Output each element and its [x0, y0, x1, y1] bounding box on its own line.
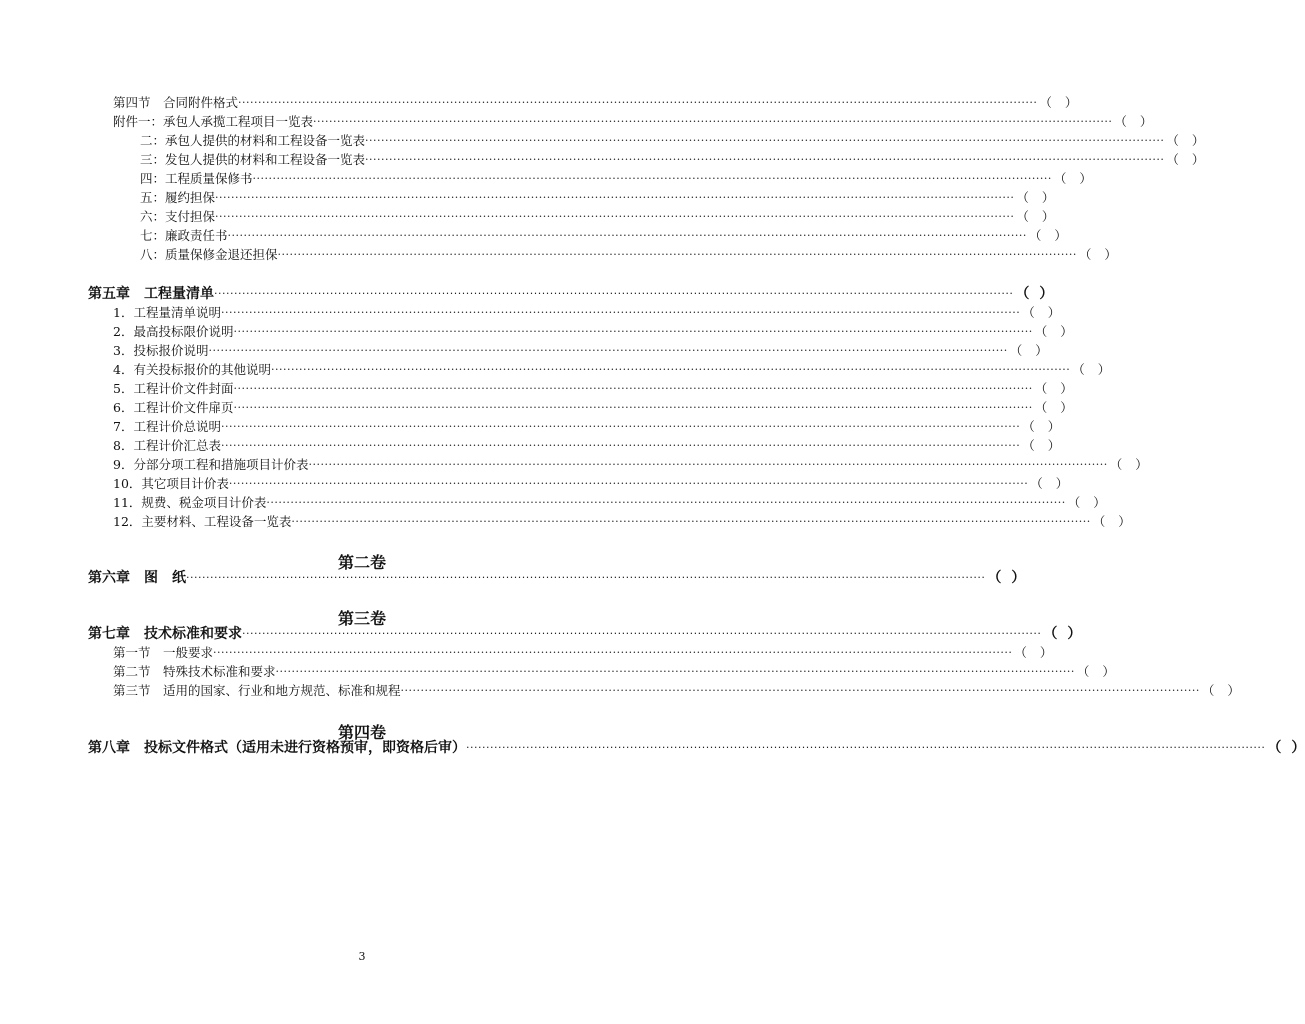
- leader-dots: ········································································································································································································: [186, 571, 986, 584]
- toc-entry-label: 9．分部分项工程和措施项目计价表: [113, 457, 309, 472]
- leader-dots: ········································································································································································································: [238, 96, 1038, 109]
- toc-entry-label: 5．工程计价文件封面: [113, 381, 234, 396]
- toc-entry-label: 2．最高投标限价说明: [113, 324, 234, 339]
- page-ref: （ ）: [1028, 228, 1067, 243]
- toc-entry-annex-1: [113, 113, 1153, 131]
- page-ref: （ ）: [1267, 740, 1305, 756]
- page-ref: （ ）: [1053, 171, 1092, 186]
- leader-dots: ········································································································································································································: [220, 306, 1021, 319]
- toc-entry-annex-2: [140, 132, 1205, 150]
- page-ref: （ ）: [1072, 362, 1111, 377]
- page-ref: （ ）: [1034, 324, 1073, 339]
- volume-heading-2: 第二卷: [337, 553, 386, 572]
- page-ref: （ ）: [1067, 495, 1106, 510]
- toc-entry-5-5: [113, 380, 1073, 398]
- toc-entry-label: 7．工程计价总说明: [113, 419, 221, 434]
- leader-dots: ········································································································································································································: [275, 665, 1075, 678]
- toc-entry-label: 4．有关投标报价的其他说明: [113, 362, 271, 377]
- toc-entry-annex-7: [140, 227, 1067, 245]
- leader-dots: ········································································································································································································: [227, 229, 1027, 242]
- toc-entry-5-2: [113, 323, 1073, 341]
- page-ref: （ ）: [1030, 476, 1069, 491]
- leader-dots: ········································································································································································································: [365, 153, 1165, 166]
- toc-entry-5-3: [113, 342, 1048, 360]
- leader-dots: ········································································································································································································: [233, 325, 1033, 338]
- page-ref: （ ）: [1166, 152, 1205, 167]
- toc-entry-label: 二：承包人提供的材料和工程设备一览表: [140, 133, 366, 148]
- leader-dots: ········································································································································································································: [233, 401, 1033, 414]
- page-ref: （ ）: [1022, 438, 1061, 453]
- page-ref: （ ）: [1034, 400, 1073, 415]
- page-ref: （ ）: [1076, 664, 1115, 679]
- leader-dots: ········································································································································································································: [220, 420, 1021, 433]
- volume-heading-4: 第四卷: [337, 723, 386, 742]
- leader-dots: ········································································································································································································: [233, 382, 1033, 395]
- toc-entry-annex-8: [140, 246, 1117, 264]
- page-ref: （ ）: [1022, 305, 1061, 320]
- toc-entry-label: 八：质量保修金退还担保: [140, 247, 278, 262]
- page-ref: （ ）: [1092, 514, 1131, 529]
- leader-dots: ········································································································································································································: [215, 191, 1015, 204]
- toc-entry-label: 三：发包人提供的材料和工程设备一览表: [140, 152, 366, 167]
- page-number: 3: [358, 950, 366, 963]
- leader-dots: ········································································································································································································: [208, 344, 1008, 357]
- toc-chapter-5: [88, 285, 1054, 303]
- toc-chapter-label: 第六章 图 纸: [88, 570, 186, 586]
- toc-entry-label: 第三节 适用的国家、行业和地方规范、标准和规程: [113, 683, 401, 698]
- page-ref: （ ）: [1016, 190, 1055, 205]
- volume-heading-3: 第三卷: [337, 609, 386, 628]
- toc-entry-label: 五：履约担保: [140, 190, 216, 205]
- page-ref: （ ）: [1114, 114, 1153, 129]
- toc-entry-label: 8．工程计价汇总表: [113, 438, 221, 453]
- toc-chapter-8: [88, 739, 1305, 757]
- toc-chapter-6: [88, 569, 1026, 587]
- toc-chapter-label: 第七章 技术标准和要求: [88, 626, 242, 642]
- leader-dots: ········································································································································································································: [308, 458, 1108, 471]
- toc-entry-5-7: [113, 418, 1061, 436]
- toc-chapter-label: 第五章 工程量清单: [88, 286, 214, 302]
- leader-dots: ········································································································································································································: [213, 646, 1013, 659]
- leader-dots: ········································································································································································································: [266, 496, 1066, 509]
- page-ref: （ ）: [1109, 457, 1148, 472]
- page-ref: （ ）: [1014, 645, 1053, 660]
- page-ref: （ ）: [1039, 95, 1078, 110]
- leader-dots: ········································································································································································································: [270, 363, 1071, 376]
- toc-entry-5-9: [113, 456, 1148, 474]
- page-ref: （ ）: [1034, 381, 1073, 396]
- toc-entry-5-4: [113, 361, 1111, 379]
- toc-entry-5-1: [113, 304, 1061, 322]
- toc-entry-label: 第四节 合同附件格式: [113, 95, 239, 110]
- page-ref: （ ）: [1043, 626, 1082, 642]
- leader-dots: ········································································································································································································: [313, 115, 1113, 128]
- leader-dots: ········································································································································································································: [466, 741, 1266, 754]
- toc-chapter-7: [88, 625, 1082, 643]
- page-ref: （ ）: [1015, 286, 1054, 302]
- toc-entry-label: 3．投标报价说明: [113, 343, 209, 358]
- toc-entry-5-11: [113, 494, 1106, 512]
- toc-entry-label: 10．其它项目计价表: [113, 476, 229, 491]
- toc-entry-7-2: [113, 663, 1115, 681]
- page-ref: （ ）: [1201, 683, 1240, 698]
- toc-entry-label: 七：廉政责任书: [140, 228, 228, 243]
- page-ref: （ ）: [987, 570, 1026, 586]
- leader-dots: ········································································································································································································: [215, 210, 1015, 223]
- toc-entry-label: 6．工程计价文件扉页: [113, 400, 234, 415]
- leader-dots: ········································································································································································································: [365, 134, 1165, 147]
- toc-entry-annex-4: [140, 170, 1092, 188]
- page-ref: （ ）: [1016, 209, 1055, 224]
- toc-entry-7-1: [113, 644, 1053, 662]
- toc-entry-5-6: [113, 399, 1073, 417]
- toc-entry-5-10: [113, 475, 1069, 493]
- leader-dots: ········································································································································································································: [228, 477, 1029, 490]
- leader-dots: ········································································································································································································: [277, 248, 1077, 261]
- toc-entry-7-3: [113, 682, 1240, 700]
- toc-entry-5-8: [113, 437, 1061, 455]
- leader-dots: ········································································································································································································: [220, 439, 1021, 452]
- page-ref: （ ）: [1022, 419, 1061, 434]
- toc-entry-label: 第一节 一般要求: [113, 645, 214, 660]
- leader-dots: ········································································································································································································: [214, 287, 1014, 300]
- leader-dots: ········································································································································································································: [400, 684, 1200, 697]
- toc-entry-5-12: [113, 513, 1131, 531]
- toc-entry-label: 六：支付担保: [140, 209, 216, 224]
- page-ref: （ ）: [1166, 133, 1205, 148]
- toc-entry-label: 12．主要材料、工程设备一览表: [113, 514, 292, 529]
- toc-entry-label: 四：工程质量保修书: [140, 171, 253, 186]
- toc-entry-section-4: [113, 94, 1078, 112]
- leader-dots: ········································································································································································································: [242, 627, 1042, 640]
- toc-entry-annex-5: [140, 189, 1055, 207]
- leader-dots: ········································································································································································································: [291, 515, 1091, 528]
- leader-dots: ········································································································································································································: [252, 172, 1052, 185]
- page-ref: （ ）: [1078, 247, 1117, 262]
- toc-entry-annex-3: [140, 151, 1205, 169]
- toc-entry-label: 11．规费、税金项目计价表: [113, 495, 267, 510]
- page-ref: （ ）: [1009, 343, 1048, 358]
- toc-entry-label: 第二节 特殊技术标准和要求: [113, 664, 276, 679]
- toc-entry-annex-6: [140, 208, 1055, 226]
- toc-entry-label: 1．工程量清单说明: [113, 305, 221, 320]
- toc-chapter-label: 第八章 投标文件格式（适用未进行资格预审，即资格后审）: [88, 740, 466, 756]
- toc-entry-label: 附件一：承包人承揽工程项目一览表: [113, 114, 314, 129]
